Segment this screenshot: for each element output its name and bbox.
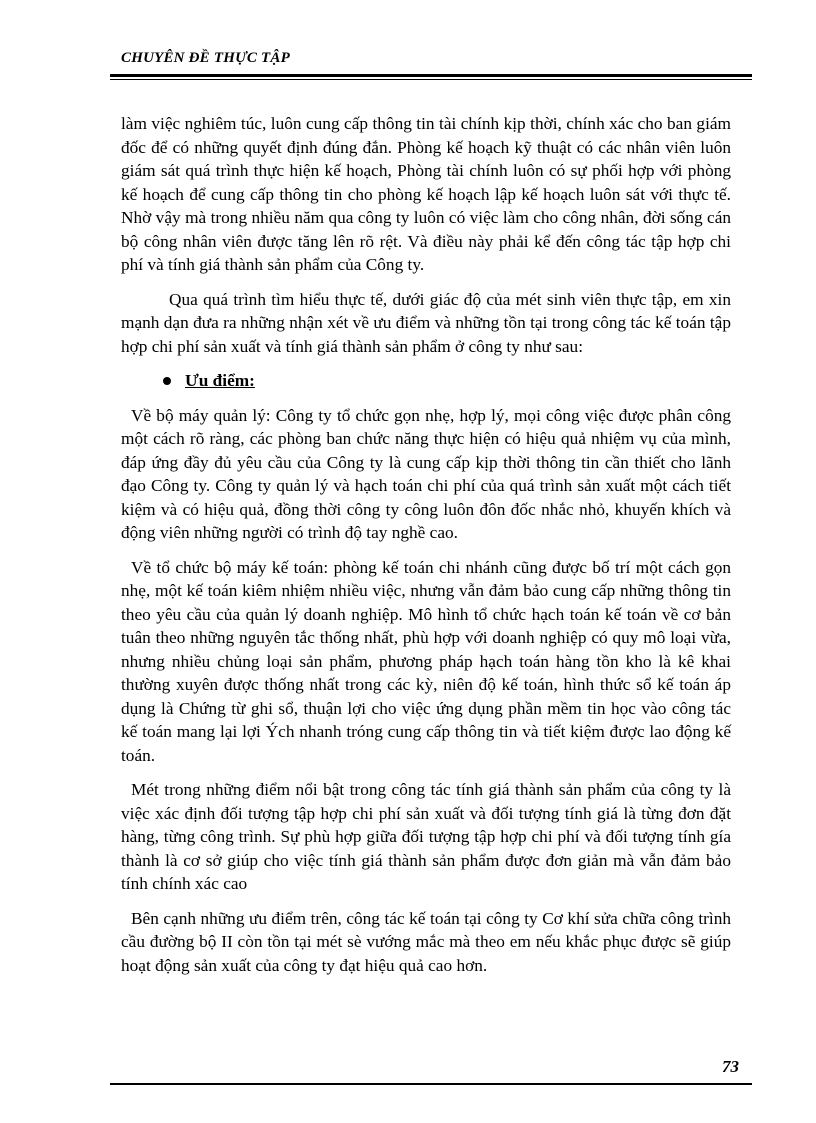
footer-rule xyxy=(110,1083,752,1085)
bullet-dot-icon xyxy=(163,377,171,385)
paragraph: Mét trong những điểm nổi bật trong công tác tính giá thành sản phẩm của công ty là việc xác định đối tượng tập hợp chi phí sản xuất và đối tượng tính giá là từng đơn đặt hàng, từng công trình. Sự phù hợp giữa đối tượng tập hợp chi phí và đối tượng tính gía thành là cơ sở giúp cho việc tính giá thành sản phẩm được đơn giản mà vẫn đảm bảo tính chính xác cao xyxy=(121,780,731,893)
header-rule-thick xyxy=(110,74,752,77)
paragraph: Về bộ máy quản lý: Công ty tổ chức gọn nhẹ, hợp lý, mọi công việc được phân công một cách rõ ràng, các phòng ban chức năng thực hiện có hiệu quả nhiệm vụ của mình, đáp ứng đầy đủ yêu cầu của Công ty là cung cấp kịp thời thông tin cần thiết cho lãnh đạo Công ty. Công ty quản lý và hạch toán chi phí của quá trình sản xuất một cách tiết kiệm và có hiệu quả, đồng thời công ty công luôn đôn đốc nhắc nhỏ, khuyến khích và động viên những người có trình độ tay nghề cao. xyxy=(121,405,731,542)
paragraph: Qua quá trình tìm hiểu thực tế, dưới giác độ của mét sinh viên thực tập, em xin mạnh dạn đưa ra những nhận xét về ưu điểm và những tồn tại trong công tác kế toán tập hợp chi phí sản xuất và tính giá thành sản phẩm ở công ty như sau: xyxy=(121,289,731,356)
paragraph: Bên cạnh những ưu điểm trên, công tác kế toán tại công ty Cơ khí sửa chữa công trình cầu đường bộ II còn tồn tại mét sè vướng mắc mà theo em nếu khắc phục được sẽ giúp hoạt động sản xuất của công ty đạt hiệu quả cao hơn. xyxy=(121,908,731,975)
header-rule-thin xyxy=(110,79,752,80)
header-title: CHUYÊN ĐỀ THỰC TẬP xyxy=(121,50,290,66)
bullet-heading-label: Ưu điểm: xyxy=(185,371,255,390)
page-number: 73 xyxy=(722,1057,739,1076)
document-body xyxy=(121,112,731,988)
bullet-heading xyxy=(163,369,731,393)
paragraph: Về tổ chức bộ máy kế toán: phòng kế toán chi nhánh cũng được bố trí một cách gọn nhẹ, một kế toán kiêm nhiệm nhiều việc, nhưng vẫn đảm bảo cung cấp những thông tin theo yêu cầu của quản lý doanh nghiệp. Mô hình tổ chức hạch toán kế toán về cơ bản tuân theo những nguyên tắc thống nhất, phù hợp với doanh nghiệp có quy mô loại vừa, nhưng nhiều chủng loại sản phẩm, phương pháp hạch toán hàng tồn kho là kê khai thường xuyên được thống nhất trong các kỳ, niên độ kế toán, hình thức sổ kế toán áp dụng là Chứng từ ghi sổ, thuận lợi cho việc ứng dụng phần mềm tin học vào công tác kế toán mang lại lợi Ých nhanh tróng cung cấp thông tin và tiết kiệm được lao động kế toán. xyxy=(121,557,731,765)
paragraph: làm việc nghiêm túc, luôn cung cấp thông tin tài chính kịp thời, chính xác cho ban giám đốc để có những quyết định đúng đắn. Phòng kế hoạch kỹ thuật có các nhân viên luôn giám sát quá trình thực hiện kế hoạch, Phòng tài chính luôn có sự phối hợp với phòng kế hoạch để cung cấp thông tin cho phòng kế hoạch lập kế hoạch luôn sát với thực tế. Nhờ vậy mà trong nhiều năm qua công ty luôn có việc làm cho công nhân, đời sống cán bộ công nhân viên được tăng lên rõ rệt. Và điều này phải kể đến công tác tập hợp chi phí và tính giá thành sản phẩm của Công ty. xyxy=(121,114,731,274)
